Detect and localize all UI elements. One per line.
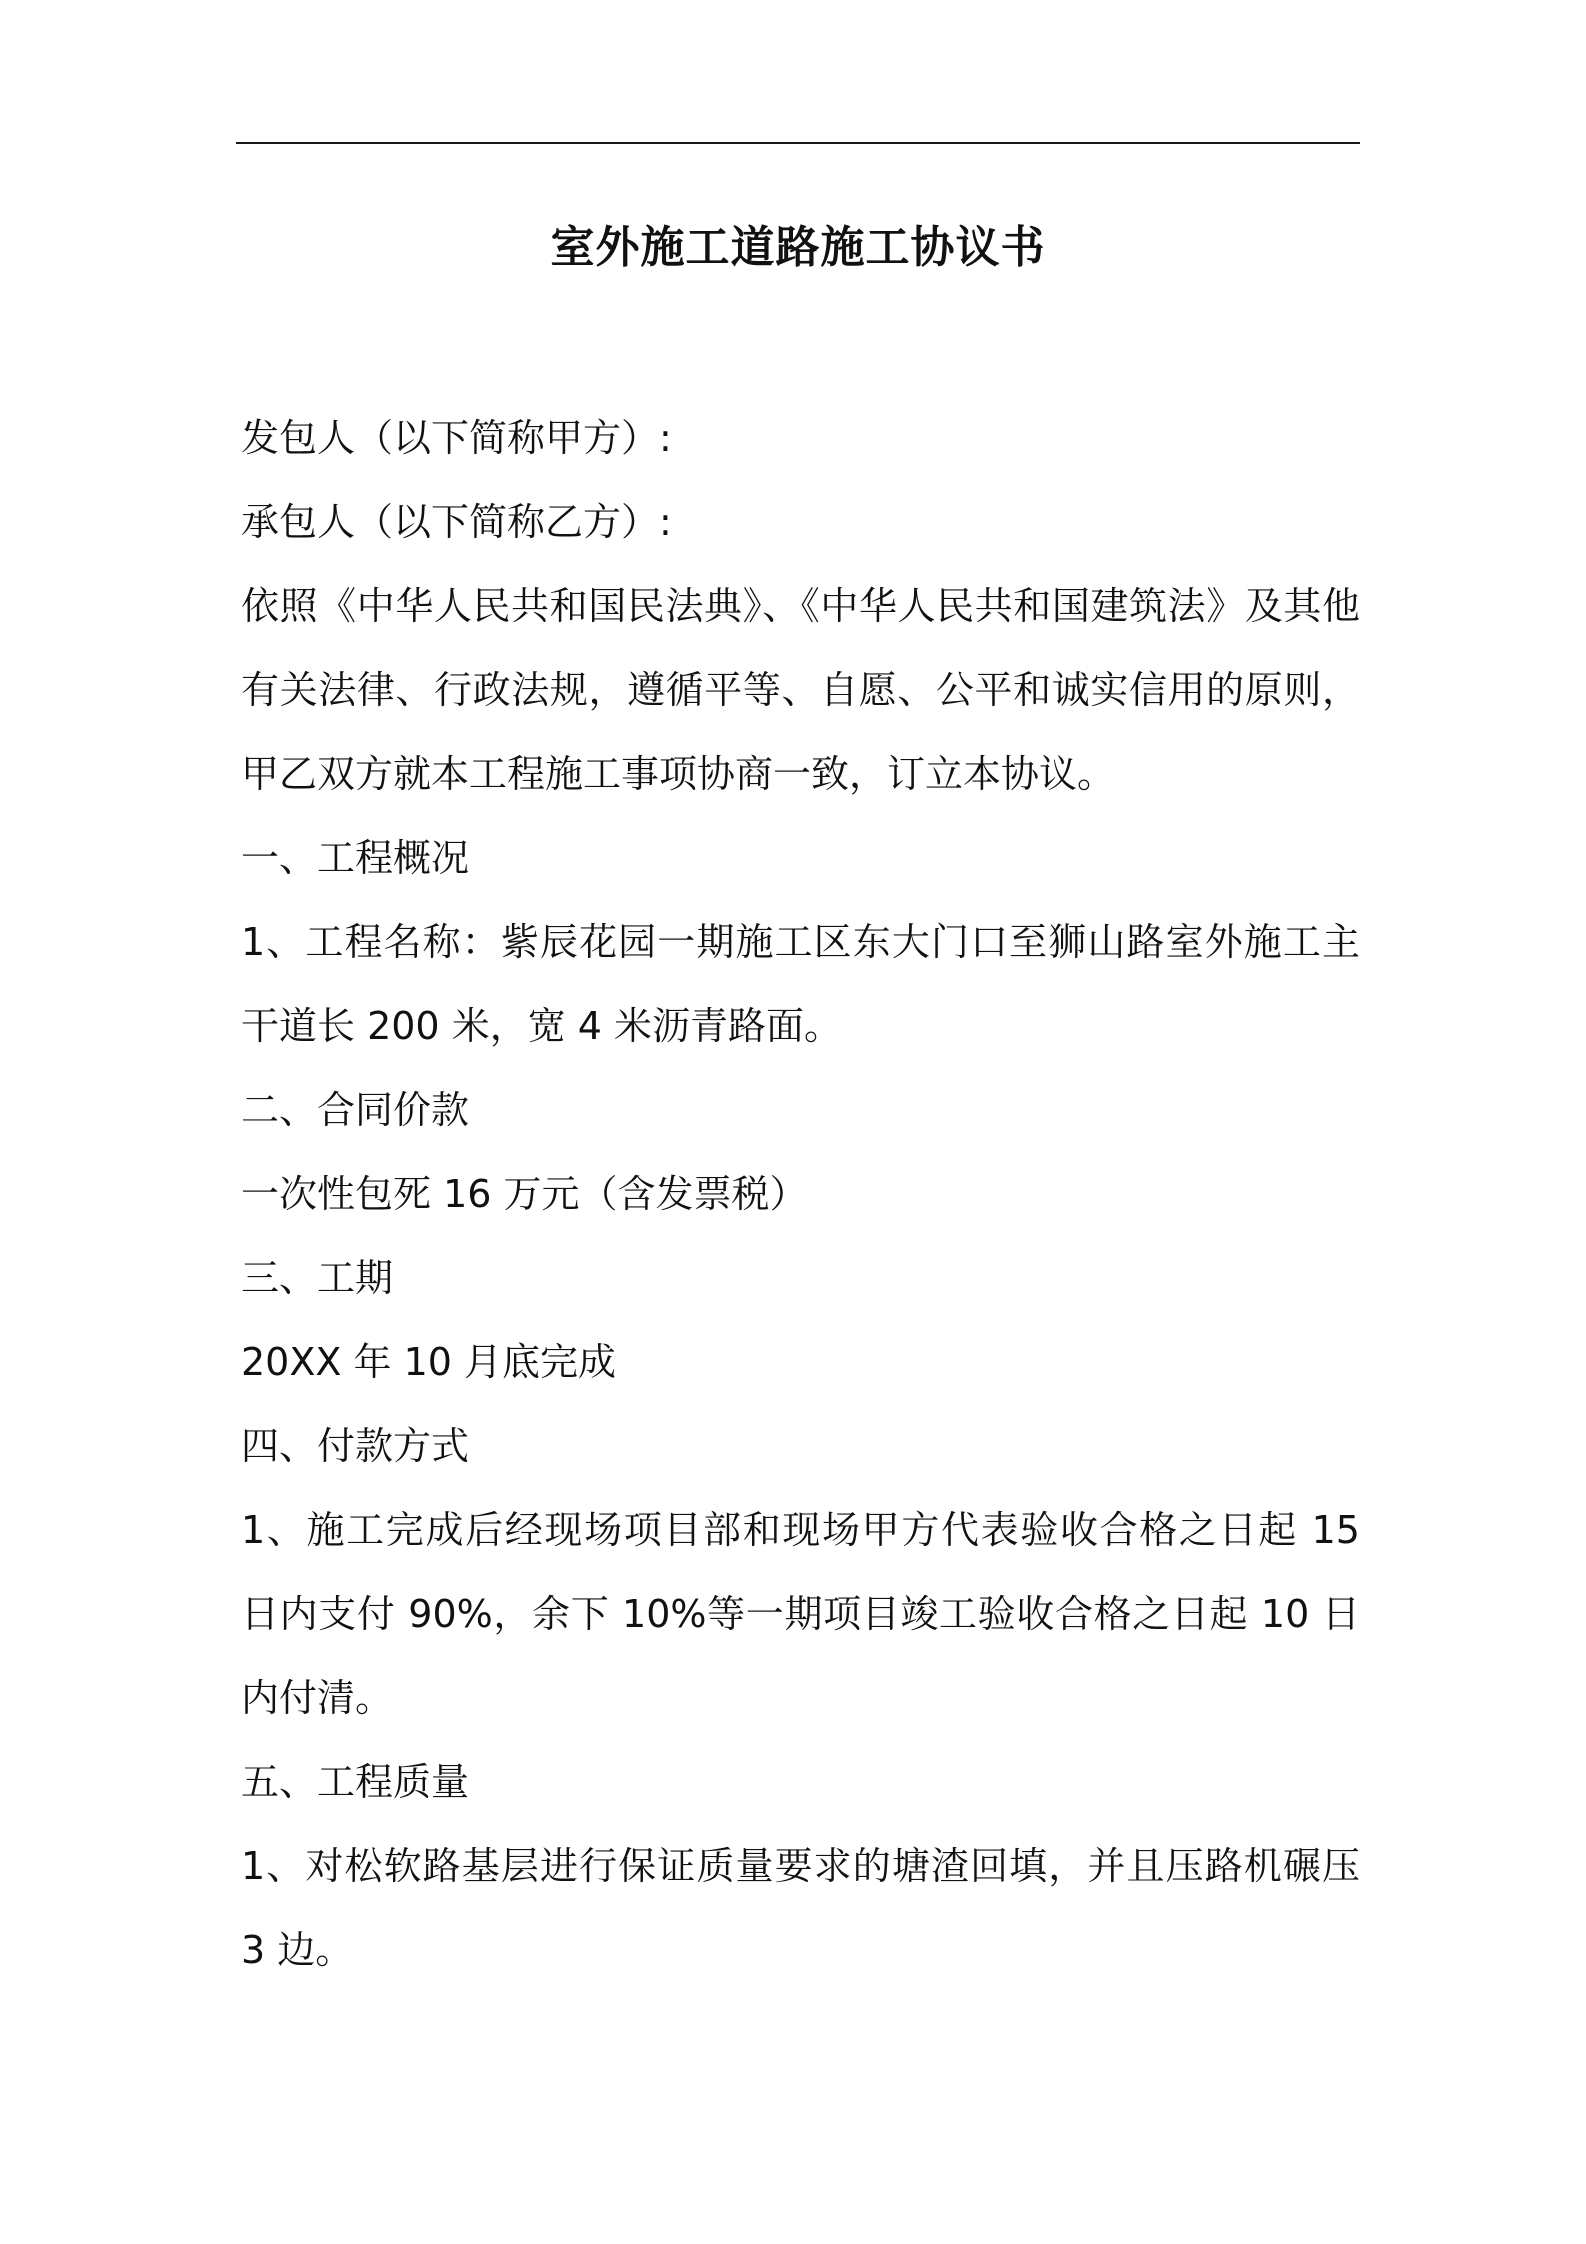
party-a-line: 发包人（以下简称甲方）: [241, 416, 672, 460]
section-heading-contract-price: 二、合同价款 [241, 1088, 470, 1132]
document-title: 室外施工道路施工协议书 [550, 222, 1046, 273]
section-heading-schedule: 三、工期 [241, 1256, 394, 1300]
payment-clause: 1、施工完成后经现场项目部和现场甲方代表验收合格之日起 15 日内支付 90%，余下 10%等一期项目竣工验收合格之日起 10 日内付清。 [241, 1508, 1360, 1720]
header-rule [236, 142, 1360, 144]
party-b-line: 承包人（以下简称乙方）: [241, 500, 672, 544]
project-name-clause: 1、工程名称：紫辰花园一期施工区东大门口至狮山路室外施工主干道长 200 米，宽 4 米沥青路面。 [241, 920, 1360, 1048]
contract-price-clause: 一次性包死 16 万元（含发票税） [241, 1172, 808, 1216]
section-heading-project-overview: 一、工程概况 [241, 836, 470, 880]
section-heading-quality: 五、工程质量 [241, 1760, 470, 1804]
preamble-paragraph: 依照《中华人民共和国民法典》、《中华人民共和国建筑法》及其他有关法律、行政法规，遵循平等、自愿、公平和诚实信用的原则，甲乙双方就本工程施工事项协商一致，订立本协议。 [241, 584, 1360, 796]
document-body [241, 396, 1360, 1992]
quality-clause: 1、对松软路基层进行保证质量要求的塘渣回填，并且压路机碾压 3 边。 [241, 1844, 1360, 1972]
schedule-clause: 20XX 年 10 月底完成 [241, 1340, 617, 1384]
section-heading-payment: 四、付款方式 [241, 1424, 470, 1468]
